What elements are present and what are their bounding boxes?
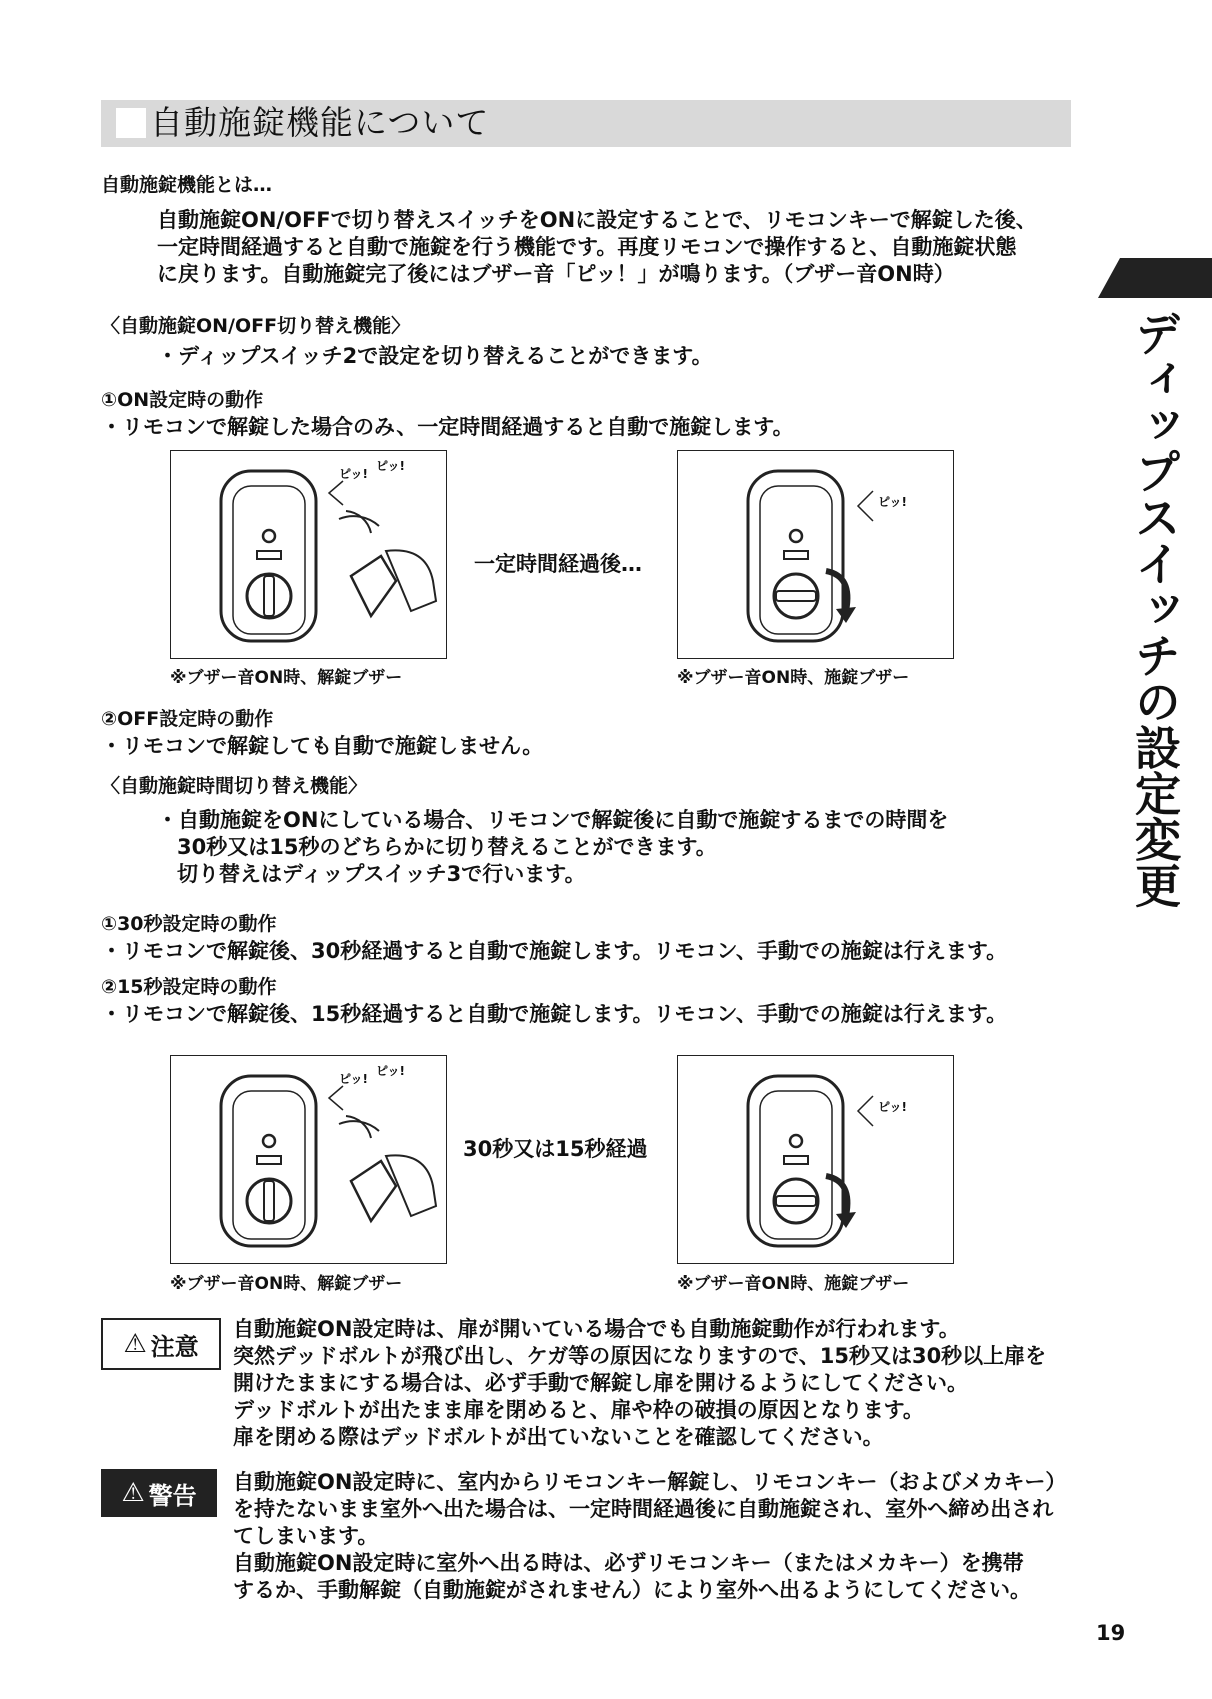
warning-line: てしまいます。: [233, 1524, 379, 1548]
unlock-illustration: [170, 1055, 447, 1264]
warning-label: ⚠ 警告: [101, 1469, 217, 1517]
beep-label: ピッ!: [376, 459, 405, 473]
off-setting-desc: ・リモコンで解錠しても自動で施錠しません。: [101, 734, 544, 758]
caution-line: 扉を閉める際はデッドボルトが出ていないことを確認してください。: [233, 1425, 884, 1449]
page-number: 19: [1096, 1621, 1126, 1645]
t30-title: ①30秒設定時の動作: [101, 913, 277, 935]
section2-line: ・自動施錠をONにしている場合、リモコンで解錠後に自動で施錠するまでの時間を: [157, 808, 949, 832]
caution-label: ⚠ 注意: [101, 1318, 221, 1370]
section2-line: 切り替えはディップスイッチ3で行います。: [177, 862, 586, 886]
beep-label: ピッ!: [878, 495, 907, 509]
intro-line: 一定時間経過すると自動で施錠を行う機能です。再度リモコンで操作すると、自動施錠状態: [157, 235, 1017, 259]
intro-heading: 自動施錠機能とは…: [101, 174, 273, 196]
on-setting-title: ①ON設定時の動作: [101, 389, 264, 411]
warning-triangle-icon: ⚠: [123, 1329, 147, 1359]
unlock-illustration: [170, 450, 447, 659]
lock-illustration: [677, 1055, 954, 1264]
figure-caption: ※ブザー音ON時、解錠ブザー: [170, 1274, 403, 1294]
section2-heading: 〈自動施錠時間切り替え機能〉: [101, 775, 368, 797]
beep-label: ピッ!: [878, 1100, 907, 1114]
lock-drawing: [678, 1056, 953, 1263]
figure-caption: ※ブザー音ON時、施錠ブザー: [677, 1274, 910, 1294]
lock-unlock-drawing: [171, 1056, 446, 1263]
beep-label: ピッ!: [339, 1072, 368, 1086]
figure-mid-text: 30秒又は15秒経過: [463, 1137, 648, 1161]
caution-line: 開けたままにする場合は、必ず手動で解錠し扉を開けるようにしてください。: [233, 1371, 968, 1395]
caution-line: 自動施錠ON設定時は、扉が開いている場合でも自動施錠動作が行われます。: [233, 1317, 960, 1341]
warning-line: 自動施錠ON設定時に、室内からリモコンキー解錠し、リモコンキー（およびメカキー）: [233, 1470, 1067, 1494]
section1-heading: 〈自動施錠ON/OFF切り替え機能〉: [101, 315, 411, 337]
warning-line: を持たないまま室外へ出た場合は、一定時間経過後に自動施錠され、室外へ締め出され: [233, 1497, 1054, 1521]
intro-line: に戻ります。自動施錠完了後にはブザー音「ピッ！」が鳴ります。（ブザー音ON時）: [157, 262, 955, 286]
warning-triangle-icon: ⚠: [121, 1478, 145, 1508]
page-title: 自動施錠機能について: [150, 103, 490, 142]
beep-label: ピッ!: [376, 1064, 405, 1078]
section1-note: ・ディップスイッチ2で設定を切り替えることができます。: [157, 344, 713, 368]
lock-drawing: [678, 451, 953, 658]
figure-caption: ※ブザー音ON時、解錠ブザー: [170, 668, 403, 688]
header-square: [116, 108, 146, 138]
caution-line: 突然デッドボルトが飛び出し、ケガ等の原因になりますので、15秒又は30秒以上扉を: [233, 1344, 1047, 1368]
on-setting-desc: ・リモコンで解錠した場合のみ、一定時間経過すると自動で施錠します。: [101, 415, 794, 439]
intro-line: 自動施錠ON/OFFで切り替えスイッチをONに設定することで、リモコンキーで解錠した後、: [157, 208, 1037, 232]
lock-illustration: [677, 450, 954, 659]
beep-label: ピッ!: [339, 467, 368, 481]
lock-unlock-drawing: [171, 451, 446, 658]
section2-line: 30秒又は15秒のどちらかに切り替えることができます。: [177, 835, 717, 859]
t30-desc: ・リモコンで解錠後、30秒経過すると自動で施錠します。リモコン、手動での施錠は行えます。: [101, 939, 1008, 963]
caution-line: デッドボルトが出たまま扉を閉めると、扉や枠の破損の原因となります。: [233, 1398, 924, 1422]
t15-title: ②15秒設定時の動作: [101, 976, 277, 998]
figure-mid-text: 一定時間経過後…: [474, 552, 642, 576]
off-setting-title: ②OFF設定時の動作: [101, 708, 274, 730]
t15-desc: ・リモコンで解錠後、15秒経過すると自動で施錠します。リモコン、手動での施錠は行えます。: [101, 1002, 1008, 1026]
figure-caption: ※ブザー音ON時、施錠ブザー: [677, 668, 910, 688]
warning-line: 自動施錠ON設定時に室外へ出る時は、必ずリモコンキー（またはメカキー）を携帯: [233, 1551, 1024, 1575]
side-tab: [1098, 258, 1212, 298]
side-chapter-title: ディップスイッチの設定変更: [1128, 310, 1182, 908]
warning-line: するか、手動解錠（自動施錠がされません）により室外へ出るようにしてください。: [233, 1578, 1031, 1602]
